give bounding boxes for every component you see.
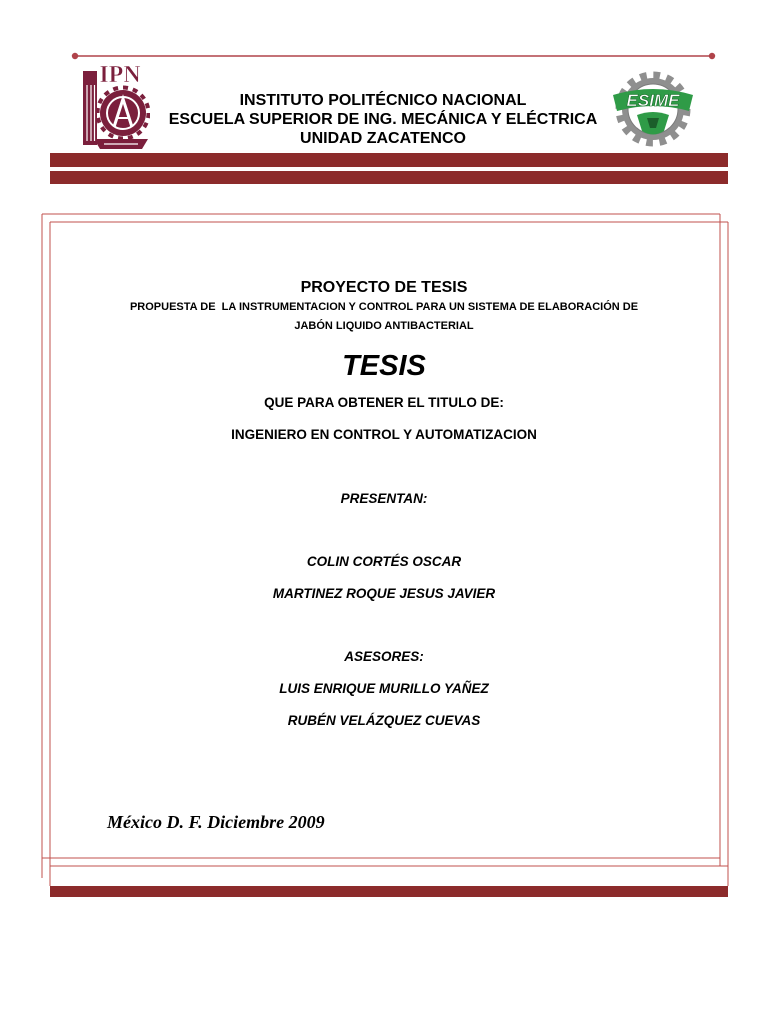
unit-name: UNIDAD ZACATENCO xyxy=(300,130,466,147)
ipn-logo-lettering: IPN xyxy=(99,62,141,88)
project-label: PROYECTO DE TESIS xyxy=(300,279,468,296)
institution-name: INSTITUTO POLITÉCNICO NACIONAL xyxy=(239,92,527,109)
school-name: ESCUELA SUPERIOR DE ING. MECÁNICA Y ELÉCTRICA xyxy=(168,111,598,128)
presenter-name: COLIN CORTÉS OSCAR xyxy=(306,554,462,569)
proposal-line-2: JABÓN LIQUIDO ANTIBACTERIAL xyxy=(294,320,474,332)
advisor-name: RUBÉN VELÁZQUEZ CUEVAS xyxy=(287,713,481,728)
institution-header xyxy=(0,91,766,148)
presenter-name: MARTINEZ ROQUE JESUS JAVIER xyxy=(272,586,496,601)
footer-bar xyxy=(50,886,728,897)
advisors-label: ASESORES: xyxy=(344,649,424,664)
degree-purpose: QUE PARA OBTENER EL TITULO DE: xyxy=(264,395,504,410)
proposal-line-1: PROPUESTA DE LA INSTRUMENTACION Y CONTROL PARA UN SISTEMA DE ELABORACIÓN DE xyxy=(129,301,639,313)
esime-logo-lettering: ESIME xyxy=(626,91,680,110)
header-bar-2 xyxy=(50,171,728,184)
degree-name: INGENIERO EN CONTROL Y AUTOMATIZACION xyxy=(231,427,537,442)
header-bar-1 xyxy=(50,153,728,167)
advisor-name: LUIS ENRIQUE MURILLO YAÑEZ xyxy=(279,681,489,696)
thesis-title: TESIS xyxy=(342,350,426,382)
top-rule-dot-right xyxy=(709,53,715,59)
top-rule-dot-left xyxy=(72,53,78,59)
presenters-label: PRESENTAN: xyxy=(340,491,428,506)
place-date: México D. F. Diciembre 2009 xyxy=(107,812,325,832)
